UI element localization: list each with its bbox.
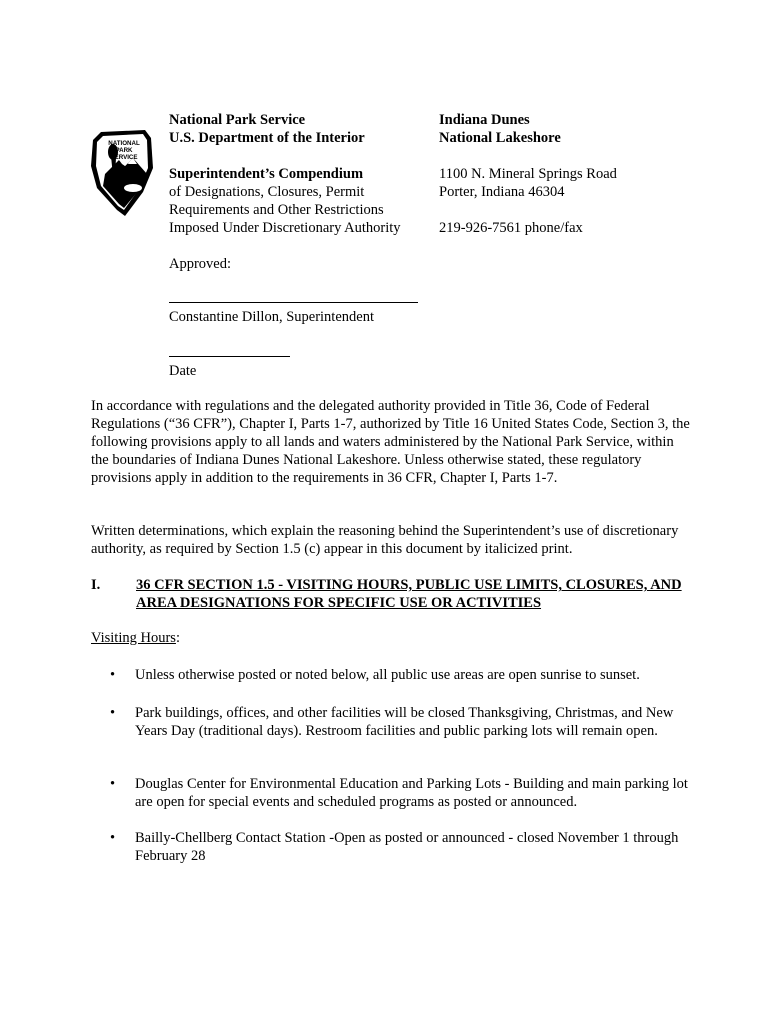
- visiting-hours-colon: :: [175, 630, 180, 646]
- compendium-title: Superintendent’s Compendium: [169, 166, 364, 182]
- date-label: Date: [169, 363, 197, 379]
- approved-label: Approved:: [169, 256, 232, 272]
- address-line-2: Porter, Indiana 46304: [439, 184, 565, 200]
- nps-arrowhead-logo: [89, 128, 155, 218]
- list-item-text: Unless otherwise posted or noted below, all public use areas are open sunrise to sunset.: [135, 667, 640, 683]
- bullet-glyph: •: [110, 705, 116, 721]
- compendium-subtitle-1: of Designations, Closures, Permit: [169, 184, 365, 200]
- list-item-text: Douglas Center for Environmental Education and Parking Lots - Building and main parking lot are open for special events and scheduled programs as posted or announced.: [135, 776, 688, 810]
- header-nps-title: National Park Service: [169, 112, 306, 128]
- intro-paragraph: In accordance with regulations and the delegated authority provided in Title 36, Code of Federal Regulations (“36 CFR”), Chapter I, Parts 1-7, authorized by Title 16 United States Code, Section 3, the following provisions apply to all lands and waters administered by the National Park Service, within the boundaries of Indiana Dunes National Lakeshore. Unless otherwise stated, these regulatory provisions apply in addition to the requirements in 36 CFR, Chapter I, Parts 1-7.: [91, 398, 690, 486]
- compendium-subtitle-2: Requirements and Other Restrictions: [169, 202, 384, 218]
- visiting-hours-label: Visiting Hours: [91, 630, 176, 646]
- address-line-1: 1100 N. Mineral Springs Road: [439, 166, 617, 182]
- logo-text-national: NATIONAL: [108, 140, 140, 147]
- phone-fax: 219-926-7561 phone/fax: [439, 220, 583, 236]
- list-item-text: Bailly-Chellberg Contact Station -Open as posted or announced - closed November 1 through February 28: [135, 830, 679, 864]
- bullet-glyph: •: [110, 830, 116, 846]
- determinations-paragraph: Written determinations, which explain the reasoning behind the Superintendent’s use of discretionary authority, as required by Section 1.5 (c) appear in this document by italicized print.: [91, 523, 679, 557]
- section-number: I.: [91, 577, 101, 593]
- superintendent-name: Constantine Dillon, Superintendent: [169, 309, 374, 325]
- logo-text-park: PARK: [115, 147, 133, 154]
- park-name-line-2: National Lakeshore: [439, 130, 561, 146]
- visiting-hours-subheading: [91, 629, 180, 647]
- compendium-subtitle-3: Imposed Under Discretionary Authority: [169, 220, 401, 236]
- bullet-glyph: •: [110, 776, 116, 792]
- signature-line: [169, 302, 418, 303]
- list-item-text: Park buildings, offices, and other facilities will be closed Thanksgiving, Christmas, and New Years Day (traditional days). Restroom facilities and public parking lots will remain open.: [135, 705, 674, 739]
- bullet-glyph: •: [110, 667, 116, 683]
- section-title: 36 CFR SECTION 1.5 - VISITING HOURS, PUBLIC USE LIMITS, CLOSURES, AND AREA DESIGNATIONS FOR SPECIFIC USE OR ACTIVITIES: [136, 577, 682, 611]
- date-line: [169, 356, 290, 357]
- header-doi-title: U.S. Department of the Interior: [169, 130, 365, 146]
- logo-text-service: SERVICE: [110, 154, 138, 161]
- park-name-line-1: Indiana Dunes: [439, 112, 530, 128]
